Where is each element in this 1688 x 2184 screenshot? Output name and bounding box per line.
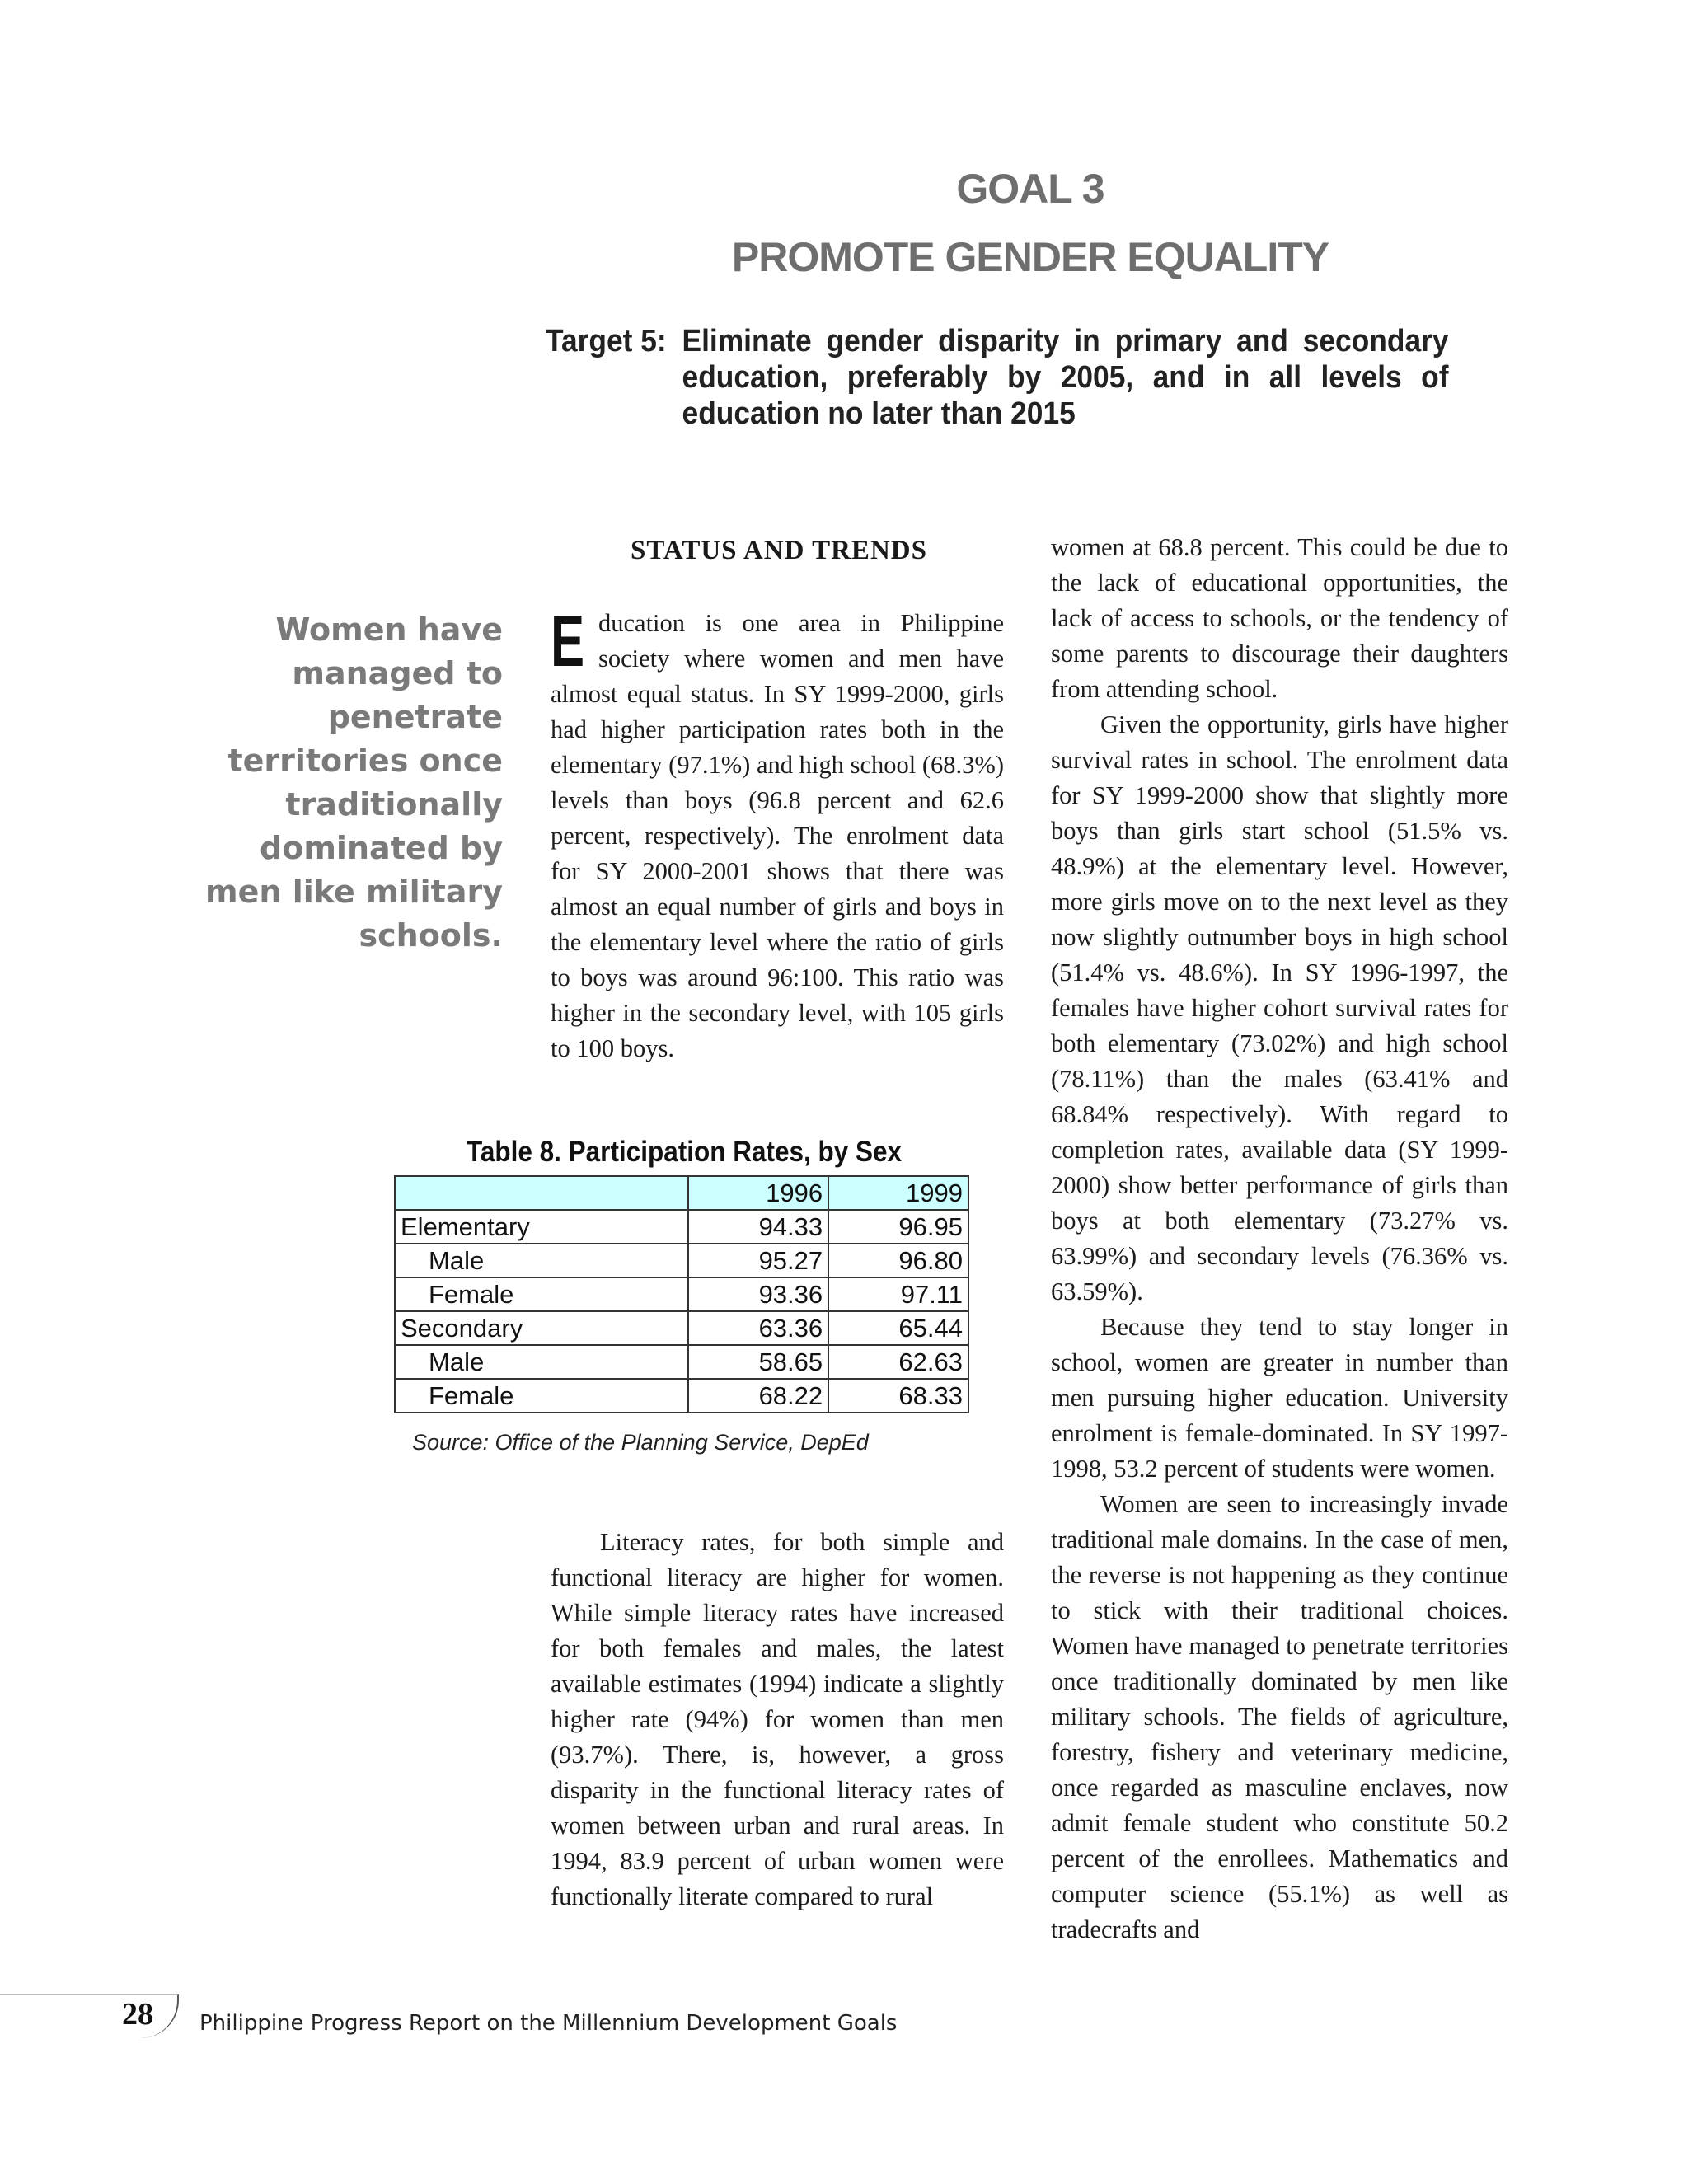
table-header-row (395, 1176, 968, 1210)
table-row (395, 1244, 968, 1277)
paragraph-text: Because they tend to stay longer in school, women are greater in number than men pursuing higher education. University enrolment is female-dominated. In SY 1997-1998, 53.2 percent of students were women. (1051, 1313, 1508, 1483)
cell-1996: 95.27 (688, 1244, 828, 1277)
body-paragraph-education (551, 600, 1004, 1066)
paragraph-text: Given the opportunity, girls have higher survival rates in school. The enrolment data for SY 1999-2000 show that slightly more boys than girls start school (51.5% vs. 48.9%) at the elementary level. However, more girls move on to the next level as they now slightly outnumber boys in high school (51.4% vs. 48.6%). In SY 1996-1997, the females have higher cohort survival rates for both elementary (73.02%) and high school (78.11%) than the males (63.41% and 68.84% respectively). With regard to completion rates, available data (SY 1999-2000) show better performance of girls than boys at both elementary (73.27% vs. 63.99%) and secondary levels (76.36% vs. 63.59%). (1051, 710, 1508, 1305)
paragraph-text: Women are seen to increasingly invade traditional male domains. In the case of men, the reverse is not happening as they continue to stick with their traditional choices. Women have managed to penetrate territories once traditionally dominated by men like military schools. The fields of agriculture, forestry, fishery and veterinary medicine, once regarded as masculine enclaves, now admit female student who constitute 50.2 percent of the enrollees. Mathematics and computer science (55.1%) as well as tradecrafts and (1051, 1490, 1508, 1943)
table-row (395, 1379, 968, 1413)
section-heading: STATUS AND TRENDS (631, 536, 927, 565)
table-row (395, 1277, 968, 1311)
cell-1999: 96.80 (828, 1244, 968, 1277)
row-label: Female (395, 1277, 688, 1311)
cell-1996: 93.36 (688, 1277, 828, 1311)
target-label: Target 5: (546, 324, 667, 359)
footer-text: Philippine Progress Report on the Millennium Development Goals (199, 2011, 898, 2036)
cell-1996: 94.33 (688, 1210, 828, 1244)
table-title: Table 8. Participation Rates, by Sex (466, 1136, 903, 1168)
body-paragraph-literacy (551, 1525, 1004, 1915)
table-header-1999: 1999 (828, 1176, 968, 1210)
row-label: Elementary (395, 1210, 688, 1244)
table-row (395, 1345, 968, 1379)
paragraph-text: ducation is one area in Philippine society where women and men have almost equal status. In SY 1999-2000, girls had higher participation rates both in the elementary (97.1%) and high school (68.3%) levels than boys (96.8 percent and 62.6 percent, respectively). The enrolment data for SY 2000-2001 shows that there was almost an equal number of girls and boys in the elementary level where the ratio of girls to boys was around 96:100. This ratio was higher in the secondary level, with 105 girls to 100 boys. (551, 609, 1004, 1062)
page-number: 28 (122, 1997, 153, 2032)
target-text: Eliminate gender disparity in primary and secondary education, preferably by 2005, and in all levels of education no later than 2015 (682, 324, 1449, 431)
goal-subtitle: PROMOTE GENDER EQUALITY (731, 234, 1329, 280)
cell-1999: 68.33 (828, 1379, 968, 1413)
table-row (395, 1311, 968, 1345)
row-label: Female (395, 1379, 688, 1413)
participation-rates-table (394, 1175, 969, 1413)
table-header-blank (395, 1176, 688, 1210)
cell-1996: 58.65 (688, 1345, 828, 1379)
paragraph-text: women at 68.8 percent. This could be due to the lack of educational opportunities, the lack of access to schools, or the tendency of some parents to discourage their daughters from attending school. (1051, 533, 1508, 703)
row-label: Male (395, 1244, 688, 1277)
goal-title: GOAL 3 (956, 166, 1104, 212)
drop-cap: E (551, 600, 585, 682)
cell-1999: 62.63 (828, 1345, 968, 1379)
cell-1996: 68.22 (688, 1379, 828, 1413)
table-row (395, 1210, 968, 1244)
pull-quote: Women have managed to penetrate territories once traditionally dominated by men like military schools. (205, 612, 503, 954)
cell-1999: 97.11 (828, 1277, 968, 1311)
table-header-1996: 1996 (688, 1176, 828, 1210)
table-source: Source: Office of the Planning Service, DepEd (412, 1430, 869, 1455)
row-label: Male (395, 1345, 688, 1379)
cell-1999: 96.95 (828, 1210, 968, 1244)
row-label: Secondary (395, 1311, 688, 1345)
cell-1996: 63.36 (688, 1311, 828, 1345)
cell-1999: 65.44 (828, 1311, 968, 1345)
paragraph-text: Literacy rates, for both simple and functional literacy are higher for women. While simple literacy rates have increased for both females and males, the latest available estimates (1994) indicate a slightly higher rate (94%) for women than men (93.7%). There, is, however, a gross disparity in the functional literacy rates of women between urban and rural areas. In 1994, 83.9 percent of urban women were functionally literate compared to rural (551, 1528, 1004, 1910)
target-block (546, 323, 1449, 432)
right-column (1051, 530, 1508, 1947)
